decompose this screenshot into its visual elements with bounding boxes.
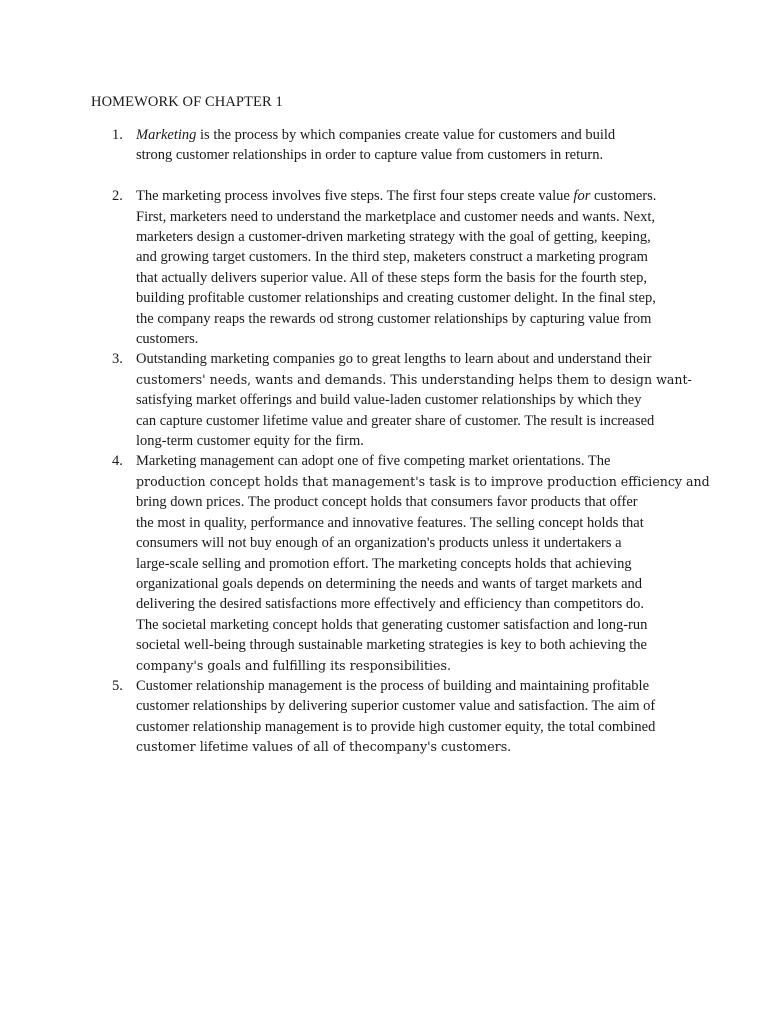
item-line: organizational goals depends on determining the needs and wants of target markets and: [136, 575, 643, 592]
item-line: Marketing is the process by which companies create value for customers and build: [136, 127, 616, 143]
item-line: customers' needs, wants and demands. This understanding helps them to design want-: [136, 371, 692, 387]
item-line: Customer relationship management is the process of building and maintaining profitable: [136, 677, 650, 694]
item-line: the company reaps the rewards od strong customer relationships by capturing value from: [136, 310, 652, 327]
item-line: production concept holds that management's task is to improve production efficiency and: [136, 473, 710, 489]
item-line: consumers will not buy enough of an organization's products unless it undertakers a: [136, 535, 622, 552]
item-line: satisfying market offerings and build value-laden customer relationships by which they: [136, 392, 642, 409]
list-item-5: [91, 676, 691, 758]
item-line: The societal marketing concept holds that generating customer satisfaction and long-run: [136, 616, 648, 633]
item-line: can capture customer lifetime value and greater share of customer. The result is increased: [136, 412, 655, 429]
item-line: large-scale selling and promotion effort. The marketing concepts holds that achieving: [136, 555, 632, 572]
list-item-4: [91, 451, 710, 675]
item-line: building profitable customer relationships and creating customer delight. In the final step,: [136, 290, 656, 307]
item-line: bring down prices. The product concept holds that consumers favor products that offer: [136, 494, 638, 511]
item-line: long-term customer equity for the firm.: [136, 433, 364, 450]
item-line: societal well-being through sustainable marketing strategies is key to both achieving the: [136, 637, 647, 654]
answer-list: [91, 125, 710, 758]
item-line: Marketing management can adopt one of five competing market orientations. The: [136, 453, 611, 470]
item-number: 4.: [112, 453, 123, 470]
item-line: company's goals and fulfilling its responsibilities.: [136, 657, 451, 673]
emphasis-term: Marketing: [136, 127, 197, 143]
item-line: Outstanding marketing companies go to great lengths to learn about and understand their: [136, 351, 652, 368]
item-line: marketers design a customer-driven marketing strategy with the goal of getting, keeping,: [136, 229, 651, 246]
emphasis-term: for: [573, 188, 591, 205]
item-line: the most in quality, performance and innovative features. The selling concept holds that: [136, 514, 644, 531]
item-line: customers.: [136, 331, 199, 348]
item-number: 3.: [112, 351, 123, 368]
item-line: customer relationship management is to provide high customer equity, the total combined: [136, 718, 656, 735]
item-number: 1.: [112, 127, 123, 143]
item-line: and growing target customers. In the third step, maketers construct a marketing program: [136, 249, 648, 266]
item-number: 2.: [112, 188, 123, 205]
item-number: 5.: [112, 677, 123, 694]
list-item-3: [91, 349, 691, 451]
item-line: First, marketers need to understand the marketplace and customer needs and wants. Next,: [136, 208, 656, 225]
item-line: strong customer relationships in order to capture value from customers in return.: [136, 147, 604, 164]
item-line: customer relationships by delivering superior customer value and satisfaction. The aim of: [136, 698, 656, 715]
item-line: customer lifetime values of all of thecompany's customers.: [136, 739, 512, 755]
document-title: HOMEWORK OF CHAPTER 1: [91, 94, 283, 110]
item-body: [136, 186, 691, 349]
item-line: The marketing process involves five steps. The first four steps create value for customers.: [136, 188, 657, 205]
list-item-1: [91, 125, 691, 166]
item-line: that actually delivers superior value. All of these steps form the basis for the fourth step,: [136, 269, 647, 286]
item-line: delivering the desired satisfactions more effectively and efficiency than competitors do.: [136, 596, 644, 613]
list-item-2: [91, 186, 691, 349]
